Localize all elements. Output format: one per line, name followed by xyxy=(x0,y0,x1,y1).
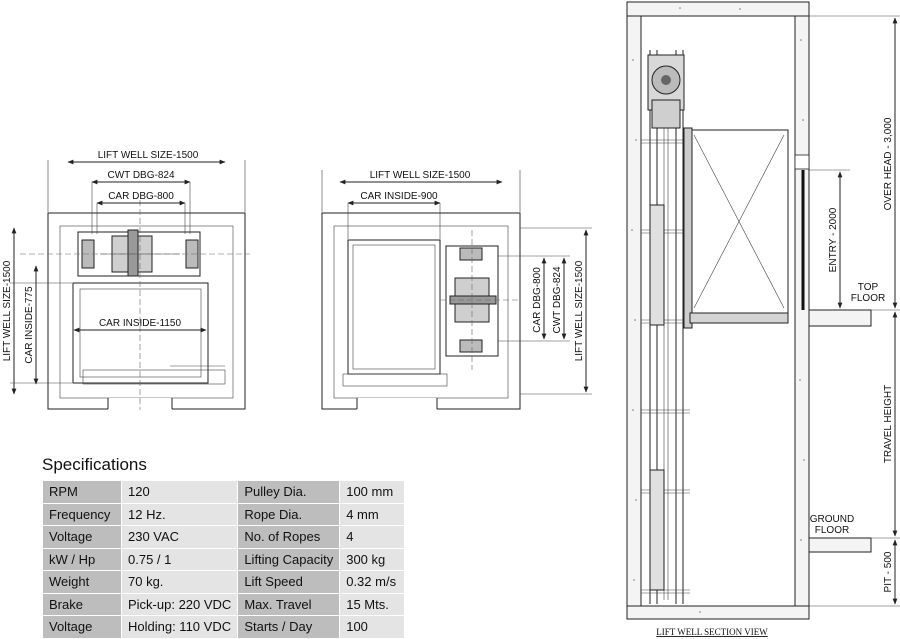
plan-view-1 xyxy=(2,150,250,410)
spec-value-cell: 0.75 / 1 xyxy=(122,548,238,571)
plan2-well-outline xyxy=(322,213,520,409)
spec-key-cell: Lifting Capacity xyxy=(238,548,340,571)
top-floor-label-2: FLOOR xyxy=(850,293,886,304)
ground-floor-label-2: FLOOR xyxy=(814,525,850,536)
section-car xyxy=(684,128,788,328)
spec-row xyxy=(43,481,405,504)
plan1-car-inside-depth-label: CAR INSIDE-775 xyxy=(24,286,35,364)
spec-key-cell: Brake xyxy=(43,593,122,616)
section-right-wall xyxy=(795,2,809,619)
section-view xyxy=(627,2,900,637)
spec-key-cell: kW / Hp xyxy=(43,548,122,571)
plan1-well-width-label: LIFT WELL SIZE-1500 xyxy=(97,150,199,161)
spec-key-cell: Weight xyxy=(43,571,122,594)
section-pit-floor xyxy=(627,606,809,619)
spec-key-cell: Lift Speed xyxy=(238,571,340,594)
section-left-wall xyxy=(627,2,641,619)
spec-row xyxy=(43,616,405,639)
over-head-label: OVER HEAD - 3,000 xyxy=(883,117,894,211)
spec-value-cell: 300 kg xyxy=(340,548,405,571)
plan1-car-body xyxy=(73,283,208,383)
spec-value-cell: 70 kg. xyxy=(122,571,238,594)
spec-value-cell: 4 xyxy=(340,526,405,549)
top-floor-slab xyxy=(809,310,871,326)
spec-row xyxy=(43,526,405,549)
spec-value-cell: 12 Hz. xyxy=(122,503,238,526)
spec-value-cell: 100 xyxy=(340,616,405,639)
plan1-counterweight xyxy=(78,230,200,276)
plan2-car-dbg-label: CAR DBG-800 xyxy=(532,267,543,333)
pit-label: PIT - 500 xyxy=(883,551,894,593)
plan1-car-dbg-label: CAR DBG-800 xyxy=(108,191,174,202)
plan2-well-depth-label: LIFT WELL SIZE-1500 xyxy=(574,260,585,362)
ground-floor-slab xyxy=(809,538,871,552)
spec-value-cell: 4 mm xyxy=(340,503,405,526)
section-counterweight xyxy=(650,205,664,325)
spec-key-cell: Frequency xyxy=(43,503,122,526)
spec-key-cell: No. of Ropes xyxy=(238,526,340,549)
ground-floor-label-1: GROUND xyxy=(809,514,855,525)
section-title: LIFT WELL SECTION VIEW xyxy=(656,627,768,637)
plan1-cwt-dbg-label: CWT DBG-824 xyxy=(107,170,175,181)
specifications-title: Specifications xyxy=(42,455,147,474)
plan1-well-depth-label: LIFT WELL SIZE-1500 xyxy=(2,260,13,362)
spec-value-cell: Pick-up: 220 VDC xyxy=(122,593,238,616)
section-roof-slab xyxy=(627,2,809,16)
top-floor-label-1: TOP xyxy=(857,282,879,293)
spec-key-cell: Starts / Day xyxy=(238,616,340,639)
spec-value-cell: 230 VAC xyxy=(122,526,238,549)
plan-view-2 xyxy=(322,170,592,410)
spec-key-cell: Rope Dia. xyxy=(238,503,340,526)
spec-key-cell: Max. Travel xyxy=(238,593,340,616)
plan2-car-inside-label: CAR INSIDE-900 xyxy=(360,191,438,202)
spec-value-cell: 15 Mts. xyxy=(340,593,405,616)
plan2-cwt-dbg-label: CWT DBG-824 xyxy=(552,266,563,334)
spec-key-cell: Pulley Dia. xyxy=(238,481,340,504)
spec-row xyxy=(43,571,405,594)
section-machine xyxy=(648,55,684,128)
entry-label: ENTRY - 2000 xyxy=(828,207,839,273)
spec-value-cell: 100 mm xyxy=(340,481,405,504)
plan2-well-width-label: LIFT WELL SIZE-1500 xyxy=(369,170,471,181)
travel-height-label: TRAVEL HEIGHT xyxy=(883,384,894,464)
spec-value-cell: 120 xyxy=(122,481,238,504)
spec-key-cell: Voltage xyxy=(43,526,122,549)
specifications-table xyxy=(42,480,405,639)
spec-row xyxy=(43,503,405,526)
plan2-car-body xyxy=(348,240,440,374)
spec-key-cell: RPM xyxy=(43,481,122,504)
plan1-car-inside-width-label: CAR INSIDE-1150 xyxy=(98,318,182,329)
spec-row xyxy=(43,548,405,571)
spec-row xyxy=(43,593,405,616)
spec-key-cell: Voltage xyxy=(43,616,122,639)
spec-value-cell: Holding: 110 VDC xyxy=(122,616,238,639)
spec-value-cell: 0.32 m/s xyxy=(340,571,405,594)
